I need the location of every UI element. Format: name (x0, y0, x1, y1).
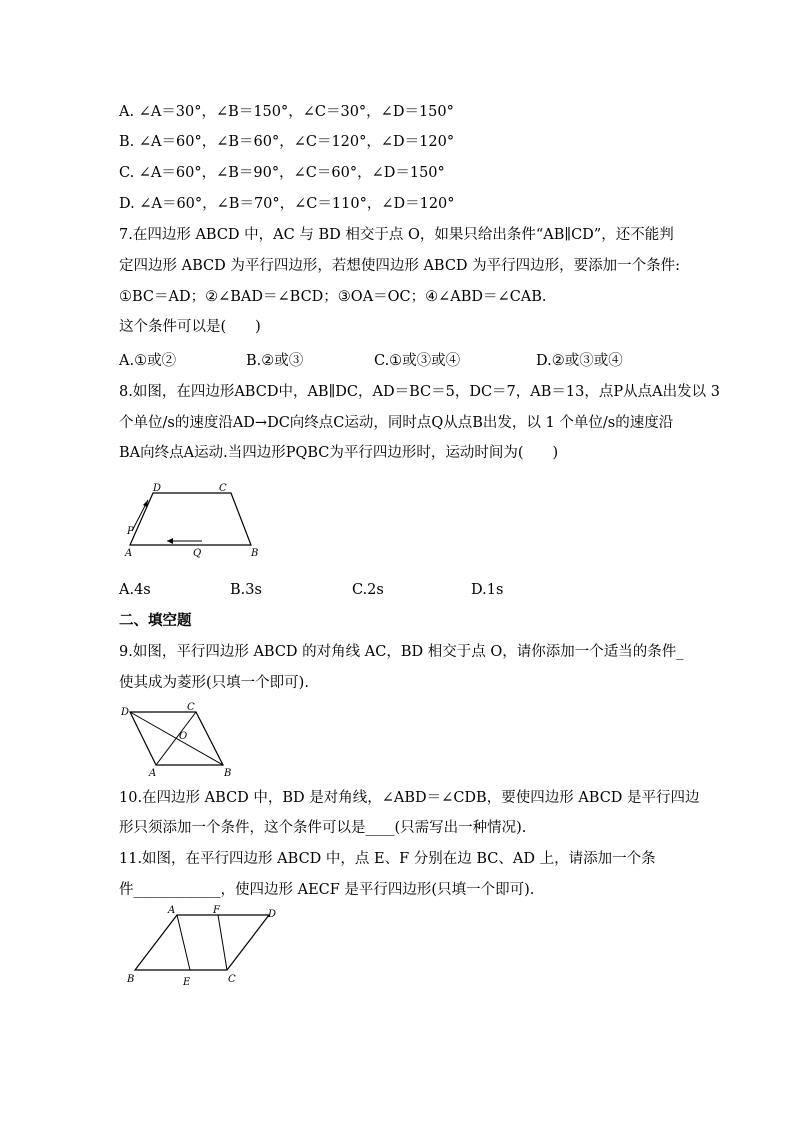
q7-line-3: ①BC＝AD；②∠BAD＝∠BCD；③OA＝OC；④∠ABD＝∠CAB. (119, 289, 547, 305)
q9-label-d: D (121, 707, 130, 718)
q8-option-c: C.2s (352, 582, 384, 598)
q10-line-1: 10.在四边形 ABCD 中，BD 是对角线，∠ABD＝∠CDB，要使四边形 ABCD 是平行四边 (119, 790, 700, 806)
q9-label-a: A (149, 768, 157, 779)
q7-option-b: B.②或③ (246, 353, 304, 369)
q7-line-1: 7.在四边形 ABCD 中，AC 与 BD 相交于点 O，如果只给出条件“AB∥CD”，还不能判 (119, 227, 674, 243)
q6-option-d: D. ∠A＝60°，∠B＝70°，∠C＝110°，∠D＝120° (119, 196, 455, 212)
q8-label-d: D (153, 483, 162, 494)
section-title: 二、填空题 (119, 612, 192, 629)
q11-label-e: E (183, 977, 191, 988)
q6-option-a: A. ∠A＝30°，∠B＝150°，∠C＝30°，∠D＝150° (119, 104, 454, 120)
q7-option-a: A.①或② (119, 353, 177, 369)
q8-option-d: D.1s (471, 582, 504, 598)
q8-label-c: C (219, 483, 227, 494)
q10-line-2: 形只须添加一个条件，这个条件可以是____(只需写出一种情况). (119, 820, 527, 836)
q8-label-q: Q (193, 548, 202, 559)
q11-label-c: C (228, 974, 236, 985)
q8-trapezoid-figure (115, 478, 275, 564)
q11-line-1: 11.如图，在平行四边形 ABCD 中，点 E、F 分别在边 BC、AD 上，请添加一个条 (119, 851, 656, 867)
q8-option-b: B.3s (230, 582, 262, 598)
q8-label-a: A (125, 548, 133, 559)
q11-label-d: D (268, 909, 277, 920)
q7-line-4: 这个条件可以是( ) (119, 319, 261, 335)
q9-label-b: B (224, 768, 232, 779)
q8-line-1: 8.如图，在四边形ABCD中，AB∥DC，AD＝BC＝5，DC＝7，AB＝13，点P从点A出发以 3 (119, 384, 720, 400)
q9-line-1: 9.如图，平行四边形 ABCD 的对角线 AC，BD 相交于点 O，请你添加一个适当的条件_ (119, 644, 684, 660)
q8-line-2: 个单位/s的速度沿AD→DC向终点C运动，同时点Q从点B出发，以 1 个单位/s的速度沿 (119, 415, 674, 431)
q8-option-a: A.4s (119, 582, 151, 598)
q7-option-c: C.①或③或④ (374, 353, 461, 369)
q11-label-b: B (127, 974, 135, 985)
q9-label-o: O (179, 731, 188, 742)
q6-option-b: B. ∠A＝60°，∠B＝60°，∠C＝120°，∠D＝120° (119, 134, 455, 150)
q11-label-f: F (213, 905, 220, 916)
q11-label-a: A (168, 905, 176, 916)
q8-line-3: BA向终点A运动.当四边形PQBC为平行四边形时，运动时间为( ) (119, 445, 559, 461)
q8-label-p: P (127, 526, 134, 537)
q9-rhombus-figure (118, 700, 238, 780)
q6-option-c: C. ∠A＝60°，∠B＝90°，∠C＝60°，∠D＝150° (119, 165, 445, 181)
q8-label-b: B (251, 548, 259, 559)
q7-line-2: 定四边形 ABCD 为平行四边形，若想使四边形 ABCD 为平行四边形，要添加一个条件: (119, 258, 681, 274)
q11-line-2: 件____________，使四边形 AECF 是平行四边形(只填一个即可). (119, 882, 535, 898)
q9-label-c: C (187, 702, 195, 713)
q9-line-2: 使其成为菱形(只填一个即可). (119, 675, 309, 691)
q11-parallelogram-figure (122, 903, 287, 989)
q7-option-d: D.②或③或④ (536, 353, 623, 369)
